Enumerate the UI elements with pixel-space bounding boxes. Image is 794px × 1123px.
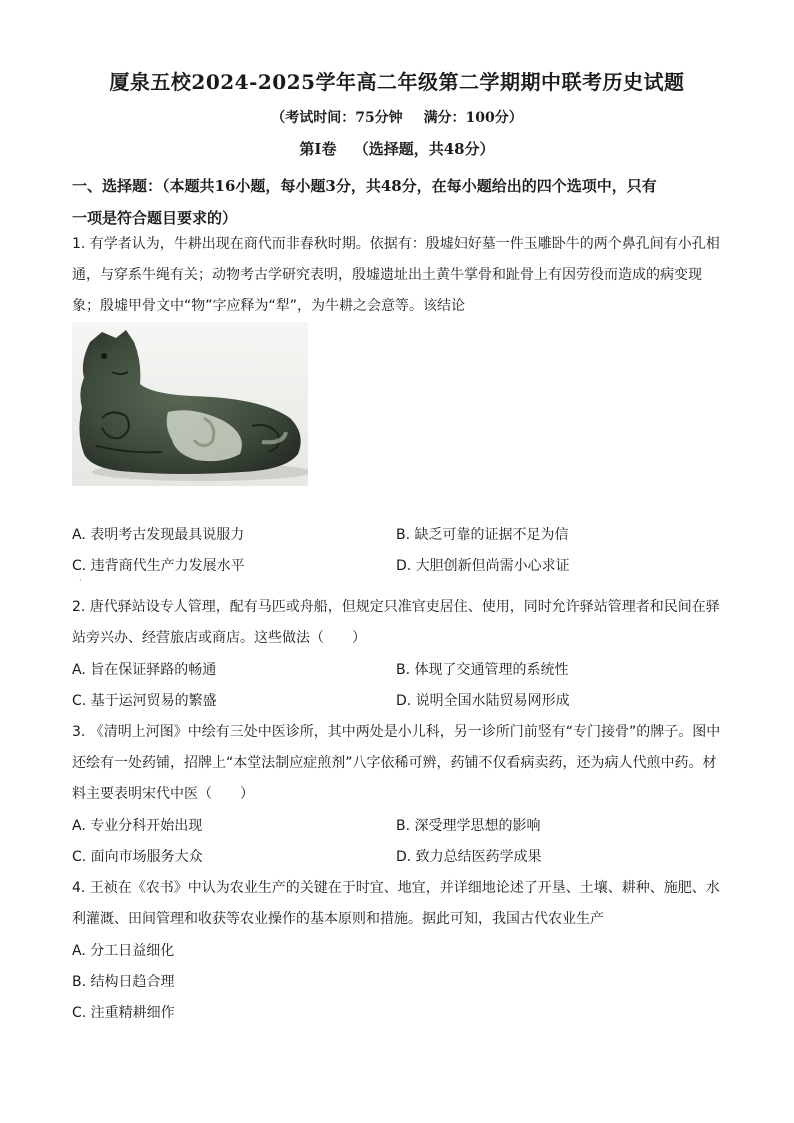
exam-info bbox=[0, 107, 794, 127]
question-1-option-d[interactable]: D. 大胆创新但尚需小心求证 bbox=[396, 558, 570, 574]
jade-ox-image bbox=[72, 322, 308, 486]
part-heading bbox=[0, 138, 794, 159]
full-score: 满分：100分） bbox=[423, 110, 523, 126]
question-2-stem: 2. 唐代驿站设专人管理，配有马匹或舟船，但规定只准官吏居住、使用，同时允许驿站管理者和民间在驿站旁兴办、经营旅店或商店。这些做法（ ） bbox=[72, 599, 720, 646]
question-3-stem: 3. 《清明上河图》中绘有三处中医诊所，其中两处是小儿科，另一诊所门前竖有“专门接骨”的牌子。图中还绘有一处药铺，招牌上“本堂法制应症煎剂”八字依稀可辨，药铺不仅看病卖药，还为病人代煎中药。材料主要表明宋代中医（ ） bbox=[72, 724, 721, 802]
question-3-option-c[interactable]: C. 面向市场服务大众 bbox=[72, 849, 203, 865]
question-1-option-a[interactable]: A. 表明考古发现最具说服力 bbox=[72, 527, 245, 543]
question-2-option-a[interactable]: A. 旨在保证驿路的畅通 bbox=[72, 662, 217, 678]
question-2-option-b[interactable]: B. 体现了交通管理的系统性 bbox=[396, 662, 569, 678]
question-4-option-c[interactable]: C. 注重精耕细作 bbox=[72, 1005, 175, 1021]
exam-title: 厦泉五校2024-2025学年高二年级第二学期期中联考历史试题 bbox=[109, 70, 685, 94]
question-1-stem: 1. 有学者认为，牛耕出现在商代而非春秋时期。依据有：殷墟妇好墓一件玉雕卧牛的两个鼻孔间有小孔相通，与穿系牛绳有关；动物考古学研究表明，殷墟遗址出土黄牛掌骨和趾骨上有因劳役而造成的病变现象；殷墟甲骨文中“物”字应释为“犁”，为牛耕之会意等。该结论 bbox=[72, 236, 720, 314]
section-line-1: 一、选择题：（本题共16小题，每小题3分，共48分，在每小题给出的四个选项中，只有 bbox=[72, 177, 657, 195]
question-4-stem: 4. 王祯在《农书》中认为农业生产的关键在于时宜、地宜，并详细地论述了开垦、土壤、耕种、施肥、水利灌溉、田间管理和收获等农业操作的基本原则和措施。据此可知，我国古代农业生产 bbox=[72, 880, 720, 927]
scan-dot: · bbox=[79, 576, 82, 585]
section-heading bbox=[72, 170, 728, 234]
question-3-option-a[interactable]: A. 专业分科开始出现 bbox=[72, 818, 203, 834]
question-4-option-a[interactable]: A. 分工日益细化 bbox=[72, 943, 175, 959]
section-line-2: 一项是符合题目要求的） bbox=[72, 209, 238, 227]
part-desc: （选择题，共48分） bbox=[353, 140, 495, 158]
question-1-option-c[interactable]: C. 违背商代生产力发展水平 bbox=[72, 558, 245, 574]
question-3-option-b[interactable]: B. 深受理学思想的影响 bbox=[396, 818, 541, 834]
question-2-option-c[interactable]: C. 基于运河贸易的繁盛 bbox=[72, 693, 217, 709]
question-3-option-d[interactable]: D. 致力总结医药学成果 bbox=[396, 849, 542, 865]
exam-time: （考试时间：75分钟 bbox=[271, 110, 403, 126]
question-4-option-b[interactable]: B. 结构日趋合理 bbox=[72, 974, 175, 990]
part-name: 第Ⅰ卷 bbox=[299, 140, 337, 158]
question-1-option-b[interactable]: B. 缺乏可靠的证据不足为信 bbox=[396, 527, 569, 543]
question-2-option-d[interactable]: D. 说明全国水陆贸易网形成 bbox=[396, 693, 570, 709]
